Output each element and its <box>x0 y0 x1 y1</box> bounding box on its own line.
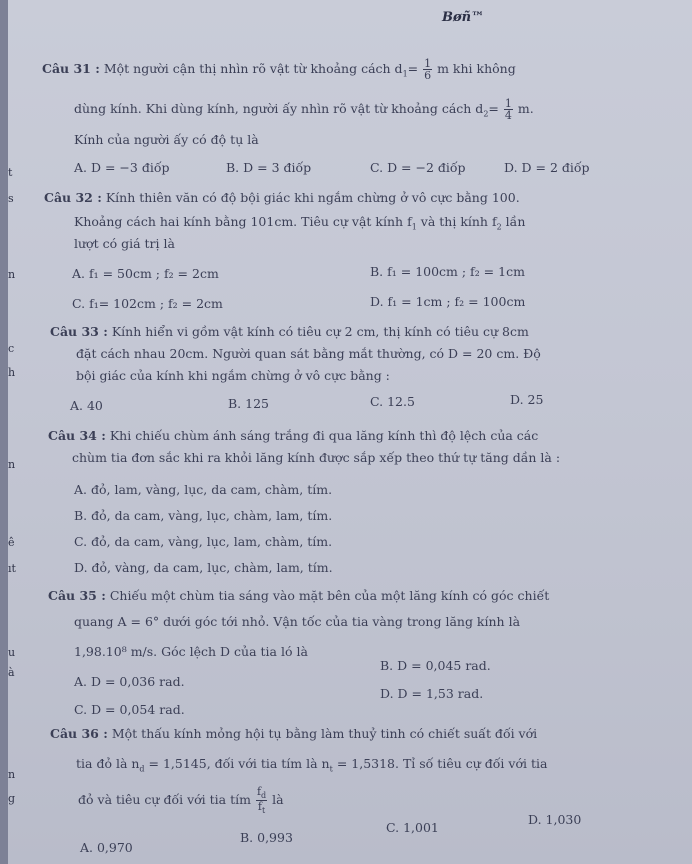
question-35-label: Câu 35 : <box>48 588 106 603</box>
question-35-option-b: B. D = 0,045 rad. <box>380 658 491 673</box>
question-31-line-1: Câu 31 : Một người cận thị nhìn rõ vật từ khoảng cách $d_1=$ $\frac{1}{6}$ m khi không <box>42 57 516 82</box>
question-35-option-d: D. D = 1,53 rad. <box>380 686 484 701</box>
question-31-line-2: dùng kính. Khi dùng kính, người ấy nhìn rõ vật từ khoảng cách $d_2=$ $\frac{1}{4}$ m. <box>74 97 534 122</box>
question-35-option-a: A. D = 0,036 rad. <box>74 674 185 689</box>
question-33-line-2: đặt cách nhau 20cm. Người quan sát bằng mắt thường, có D = 20 cm. Độ <box>76 346 541 361</box>
question-36-label: Câu 36 : <box>50 726 108 741</box>
question-31-option-a: A. D = −3 điốp <box>74 160 170 175</box>
question-31-label: Câu 31 : <box>42 61 100 76</box>
question-35-line-1: Câu 35 : Chiếu một chùm tia sáng vào mặt bên của một lăng kính có góc chiết <box>48 588 550 603</box>
fraction: $\frac{f_d}{f_t}$ <box>256 785 267 816</box>
question-34-option-b: B. đỏ, da cam, vàng, lục, chàm, lam, tím. <box>74 508 333 523</box>
edge-mark: n <box>8 458 16 471</box>
question-36-option-b: B. 0,993 <box>240 830 293 845</box>
edge-mark: n <box>8 768 16 781</box>
edge-mark: g <box>8 792 16 805</box>
brand-mark: Bøñ™ <box>442 10 485 25</box>
question-32-line-2: Khoảng cách hai kính bằng 101cm. Tiêu cự vật kính $f_1$ và thị kính $f_2$ lần <box>74 214 526 232</box>
question-36-option-c: C. 1,001 <box>386 820 439 835</box>
question-31-option-b: B. D = 3 điốp <box>226 160 312 175</box>
question-32-label: Câu 32 : <box>44 190 102 205</box>
question-32-option-b: B. f₁ = 100cm ; f₂ = 1cm <box>370 264 525 279</box>
question-36-option-d: D. 1,030 <box>528 812 582 827</box>
question-33-option-a: A. 40 <box>70 398 103 413</box>
question-34-label: Câu 34 : <box>48 428 106 443</box>
question-32-option-d: D. f₁ = 1cm ; f₂ = 100cm <box>370 294 526 309</box>
fraction: $\frac{1}{6}$ <box>424 57 432 82</box>
edge-mark: s <box>8 192 14 205</box>
fraction: $\frac{1}{4}$ <box>504 97 512 122</box>
question-34-option-a: A. đỏ, lam, vàng, lục, da cam, chàm, tím. <box>74 482 333 497</box>
edge-mark: u <box>8 646 16 659</box>
question-36-line-3: đỏ và tiêu cự đối với tia tím $\frac{f_d}{f_t}$ là <box>78 785 284 816</box>
edge-mark: c <box>8 342 15 355</box>
question-33-line-3: bội giác của kính khi ngắm chừng ở vô cực bằng : <box>76 368 390 383</box>
question-31-line-3: Kính của người ấy có độ tụ là <box>74 132 259 147</box>
question-34-line-2: chùm tia đơn sắc khi ra khỏi lăng kính được sắp xếp theo thứ tự tăng dần là : <box>72 450 561 465</box>
edge-mark: t <box>8 166 13 179</box>
edge-mark: h <box>8 366 16 379</box>
question-31-option-c: C. D = −2 điốp <box>370 160 466 175</box>
question-34-option-d: D. đỏ, vàng, da cam, lục, chàm, lam, tím. <box>74 560 333 575</box>
question-34-line-1: Câu 34 : Khi chiếu chùm ánh sáng trắng đi qua lăng kính thì độ lệch của các <box>48 428 539 443</box>
question-32-option-a: A. f₁ = 50cm ; f₂ = 2cm <box>72 266 219 281</box>
edge-mark: à <box>8 666 15 679</box>
question-32-line-1: Câu 32 : Kính thiên văn có độ bội giác khi ngắm chừng ở vô cực bằng 100. <box>44 190 520 205</box>
question-33-line-1: Câu 33 : Kính hiển vi gồm vật kính có tiêu cự 2 cm, thị kính có tiêu cự 8cm <box>50 324 529 339</box>
question-31-option-d: D. D = 2 điốp <box>504 160 590 175</box>
question-36-option-a: A. 0,970 <box>80 840 133 855</box>
edge-mark: ıt <box>8 562 16 575</box>
question-32-line-3: lượt có giá trị là <box>74 236 175 251</box>
question-33-option-c: C. 12.5 <box>370 394 415 409</box>
question-35-option-c: C. D = 0,054 rad. <box>74 702 185 717</box>
question-33-option-d: D. 25 <box>510 392 544 407</box>
question-35-line-2: quang A = 6° dưới góc tới nhỏ. Vận tốc của tia vàng trong lăng kính là <box>74 614 521 629</box>
question-36-line-2: tia đỏ là $n_d = 1,5145$, đối với tia tím là $n_t = 1,5318$. Tỉ số tiêu cự đối với tia <box>76 756 548 774</box>
edge-mark: n <box>8 268 16 281</box>
question-36-line-1: Câu 36 : Một thấu kính mỏng hội tụ bằng làm thuỷ tinh có chiết suất đối với <box>50 726 538 741</box>
question-33-option-b: B. 125 <box>228 396 269 411</box>
edge-mark: ê <box>8 536 15 549</box>
question-32-option-c: C. f₁= 102cm ; f₂ = 2cm <box>72 296 223 311</box>
exam-page <box>8 0 692 864</box>
question-33-label: Câu 33 : <box>50 324 108 339</box>
question-34-option-c: C. đỏ, da cam, vàng, lục, lam, chàm, tím. <box>74 534 333 549</box>
question-35-line-3: 1,98.10⁸ m/s. Góc lệch D của tia ló là <box>74 644 308 659</box>
